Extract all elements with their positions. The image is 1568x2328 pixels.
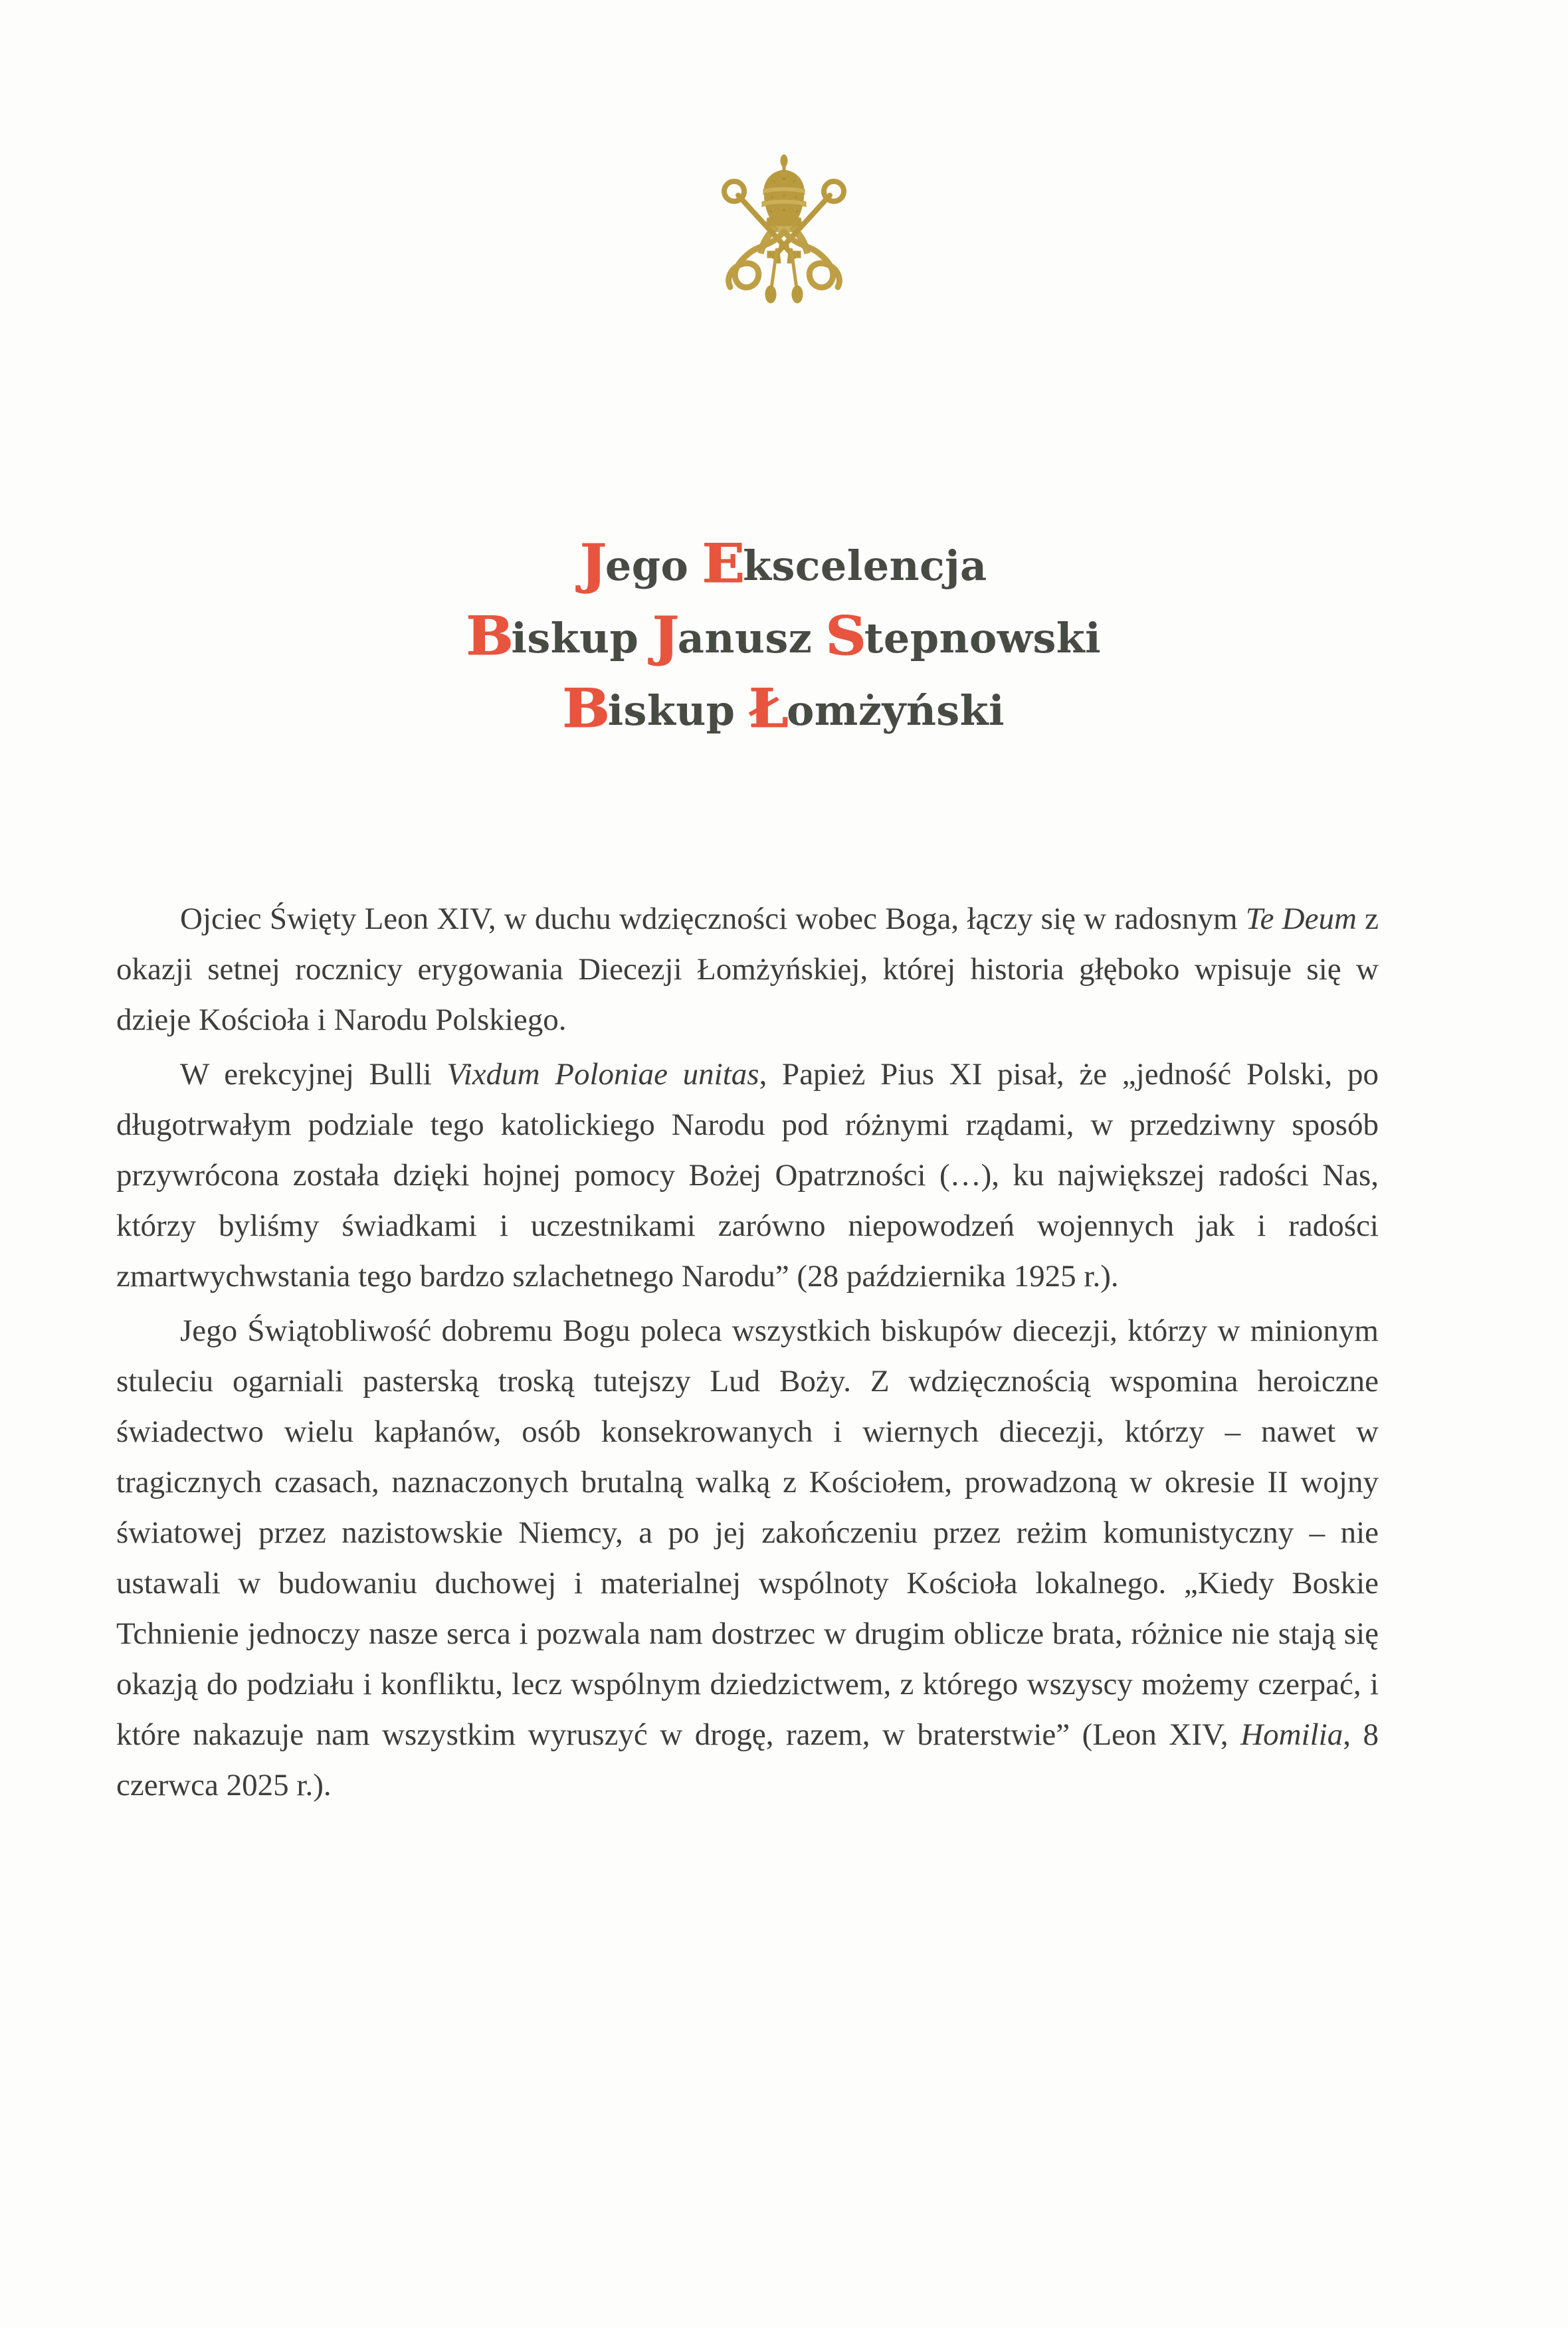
- paragraph-1-text-a: Ojciec Święty Leon XIV, w duchu wdzięczności wobec Boga, łączy się w radosnym: [180, 902, 1246, 936]
- heading-line-3: Biskup Łomżyński: [562, 677, 1005, 741]
- addressee-heading: [0, 532, 1568, 741]
- paragraph-1: [116, 894, 1379, 1045]
- heading-line-3-rest2: omżyński: [787, 686, 1005, 735]
- paragraph-3-text-b: , 8 czerwca 2025 r.).: [116, 1717, 1379, 1802]
- paragraph-2-italic-bulla-title: Vixdum Poloniae unitas: [446, 1057, 759, 1092]
- paragraph-1-italic-te-deum: Te Deum: [1245, 902, 1357, 936]
- heading-line-1: Jego Ekscelencja: [580, 532, 987, 595]
- heading-line-2: Biskup Janusz Stepnowski: [466, 605, 1102, 668]
- paragraph-2-text-b: , Papież Pius XI pisał, że „jedność Polski, po długotrwałym podziale tego katolickiego Narodu pod różnymi rządami, w przedziwny sposób przywrócona została dzięki hojnej pomocy Bożej Opatrzności (…), ku największej radości Nas, którzy byliśmy świadkami i uczestnikami zarówno niepowodzeń wojennych jak i radości zmartwychwstania tego bardzo szlachetnego Narodu” (28 października 1925 r.).: [116, 1057, 1379, 1294]
- heading-line-3-rest: iskup: [607, 686, 750, 735]
- paragraph-2-text-a: W erekcyjnej Bulli: [180, 1057, 447, 1092]
- heading-line-2-rest2: anusz: [677, 614, 827, 663]
- heading-line-2-rest3: tepnowski: [864, 614, 1102, 663]
- papal-coat-of-arms-icon: [0, 151, 1568, 323]
- paragraph-3-italic-homilia: Homilia: [1240, 1717, 1343, 1752]
- letter-body: [116, 894, 1379, 1810]
- heading-line-1-rest: ego: [605, 541, 704, 590]
- paragraph-3-text-a: Jego Świątobliwość dobremu Bogu poleca wszystkich biskupów diecezji, którzy w minionym stuleciu ogarniali pasterską troską tutejszy Lud Boży. Z wdzięcznością wspomina heroiczne świadectwo wielu kapłanów, osób konsekrowanych i wiernych diecezji, którzy – nawet w tragicznych czasach, naznaczonych brutalną walką z Kościołem, prowadzoną w okresie II wojny światowej przez nazistowskie Niemcy, a po jej zakończeniu przez reżim komunistyczny – nie ustawali w budowaniu duchowej i materialnej wspólnoty Kościoła lokalnego. „Kiedy Boskie Tchnienie jednoczy nasze serca i pozwala nam dostrzec w drugim oblicze brata, różnice nie stają się okazją do podziału i konfliktu, lecz wspólnym dziedzictwem, z którego wszyscy możemy czerpać, i które nakazuje nam wszystkim wyruszyć w drogę, razem, w braterstwie” (Leon XIV,: [116, 1313, 1379, 1752]
- paragraph-3: [116, 1306, 1379, 1810]
- paragraph-2: [116, 1049, 1379, 1302]
- paragraph-1-text-b: z okazji setnej rocznicy erygowania Diecezji Łomżyńskiej, której historia głęboko wpisuje się w dzieje Kościoła i Narodu Polskiego.: [116, 902, 1379, 1037]
- heading-line-2-rest: iskup: [511, 614, 654, 663]
- heading-line-1-rest2: kscelencja: [743, 541, 987, 590]
